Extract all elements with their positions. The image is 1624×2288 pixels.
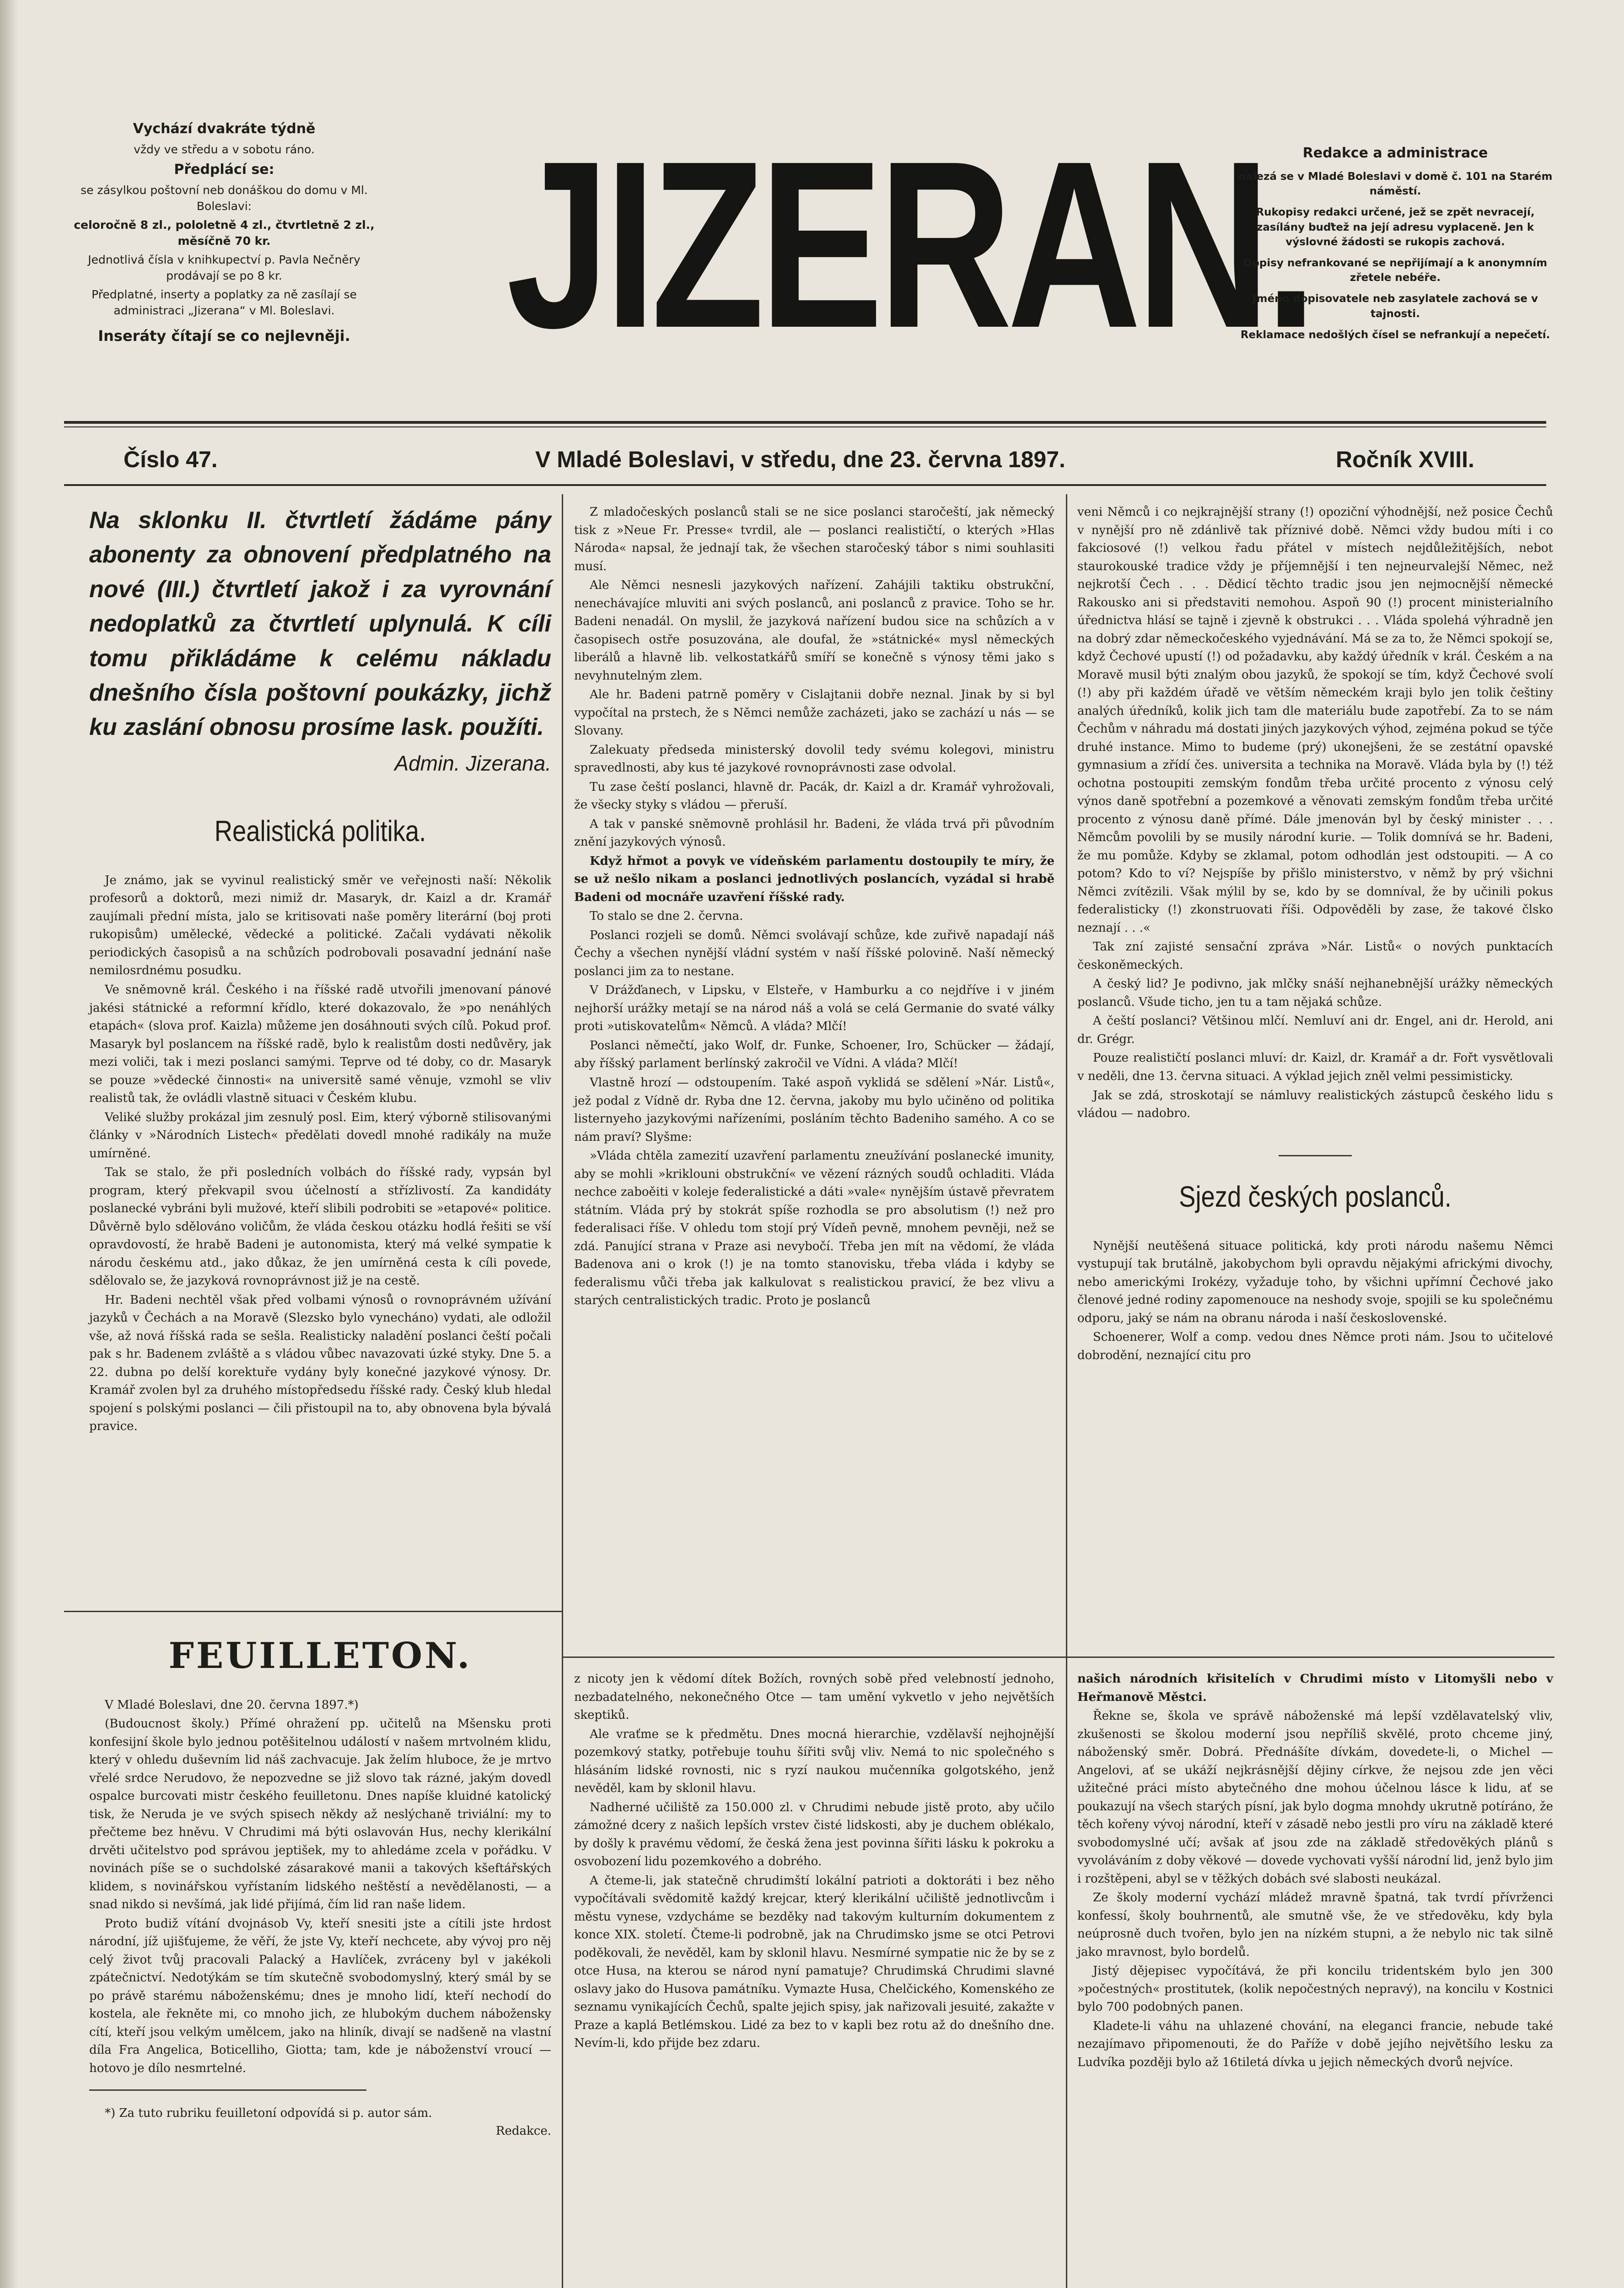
- column-c: [1077, 503, 1553, 1365]
- column-c-paragraph: Jak se zdá, stroskotají se námluvy realistických zástupců českého lidu s vládou — nadobro.: [1077, 1088, 1553, 1121]
- column-c-lower: [1077, 1670, 1553, 2072]
- column-b-paragraph: Z mladočeských poslanců stali se ne sice poslanci staročeští, jak německý tisk z »Neue Fr. Presse« tvrdil, ale — poslanci realističtí, o kterých »Hlas Národa« napsal, že jednají tak, že všechen staročeský tábor s nimi souhlasiti musí.: [574, 505, 1054, 573]
- unsigned-letters-note: Dopisy nefrankované se nepřijímají a k anonymním zřetele nebéře.: [1243, 257, 1548, 284]
- column-b-paragraph: Ale hr. Badeni patrně poměry v Cislajtanii dobře neznal. Jinak by si byl vypočítal na prstech, že s Němci nemůže zacházeti, jako se zachází u nás — se Slovany.: [574, 688, 1054, 738]
- column-a: [89, 503, 551, 1437]
- footnote-rule: [89, 2089, 366, 2091]
- feuilleton-continued-paragraph: A čteme-li, jak statečně chrudimští lokální patrioti a doktoráti i bez něho vypočítávali svědomitě každý krejcar, který klerikální učiliště jednotlivcům i městu vynese, vzdycháme se bezděky nad takovým kulturním dokumentem z konce XIX. století. Čteme-li podrobně, jak na Chrudimsko jsme se otci Petrovi poděkovali, že nevěděl, kam by sklonil hlavu. Nesmírné sympatie nic že by se z otce Husa, na kterou se národ nyní pamatuje? Chrudimská Chrudimi slavné oslavy jako do Husova památníku. Vymazte Husa, Chelčického, Komenského ze seznamu vynikajících Čechů, spalte jejich spisy, jak nařizovali jesuité, zakažte v Praze a kaplá Betlémskou. Lidé za bez to v kapli bez rotu až do dnešního dne. Nevím-li, kdo přijde bez zdaru.: [574, 1873, 1054, 2051]
- feuilleton-continued-paragraph: Jistý dějepisec vypočítává, že při koncilu tridentském bylo jen 300 »počestných« prostitutek, (kolik nepočestných nepravý), na koncilu v Kostnici bylo 700 podobných panen.: [1077, 1964, 1553, 2014]
- feuilleton-continued-paragraph: z nicoty jen k vědomí dítek Božích, rovných sobě před velebností jednoho, nezbadatelného, nekonečného Otce — tam umění vykvetlo v jeho největších skeptiků.: [574, 1672, 1054, 1722]
- author-secrecy-note: Jméno dopisovatele neb zasylatele zachová se v tajnosti.: [1252, 293, 1538, 320]
- feuilleton-paragraph: (Budoucnost školy.) Přímé ohražení pp. učitelů na Mšensku proti konfesijní škole bylo jednou potěšitelnou událostí v našem mrtvolném klidu, který v ohledu duševním lid náš zachvacuje. Jak želím hluboce, že je mrtvo vřelé srdce Nerudovo, že nepozvedne se již slovo tak rázné, jakým dovedl ospalce burcovati mistr českého feuilletonu. Dnes napíše kluidné katolický tisk, že Neruda je ve svých spisech někdy až neslýchaně triviální: my to přečteme bez hněvu. V Chrudimi má býti oslavován Hus, nechy klerikální drvěti učitelstvo pod správou jeptišek, my to ahledáme zcela v pořádku. V novinách píše se o suchdolské zásarakové manii a takových kšeftářských klidem, s novinářskou vyřístaním lidského neštěstí a nevědělanosti, — a snad nikdo si nevšímá, jak lidé přijímá, čím lid ran naše lidem.: [89, 1717, 551, 1912]
- realist-paragraph: Veliké služby prokázal jim zesnulý posl. Eim, který výborně stilisovanými články v »Národních Listech« předělati dovedl mnohé radikály na muže umírněné.: [89, 1110, 551, 1160]
- sjezd-paragraph: Nynější neutěšená situace politická, kdy proti národu našemu Němci vystupují tak brutálně, jakobychom byli opravdu nějakými africkými divochy, nebo americkými Irokézy, vyžaduje toho, by všichni upřímní Čechové jako členové jedné rodiny zapomenouce na neshody svoje, spojili se ku společnému odporu, jaký se nám na obranu národa i naší československé.: [1077, 1239, 1553, 1325]
- notice-signature: Admin. Jizerana.: [394, 751, 551, 775]
- column-b-paragraph: Když hřmot a povyk ve vídeňském parlamentu dostoupily te míry, že se už nešlo nikam a poslanci jednotlivých poslancích, vyzádal si hrabě Badeni od mocnáře uzavření říšské rady.: [574, 854, 1054, 904]
- scan-edge-shadow: [0, 0, 18, 2288]
- masthead-rule-top: [64, 421, 1546, 424]
- subscription-delivery: se zásylkou poštovní neb donáškou do domu v Ml. Boleslavi:: [81, 183, 368, 213]
- column-b: [574, 503, 1054, 1311]
- feuilleton-rule-left: [64, 1611, 562, 1612]
- feuilleton-paragraph: Proto budiž vítání dvojnásob Vy, kteří snesiti jste a cítili jste hrdost národní, jíž ujišťujeme, že věří, že jste Vy, kteří nechcete, aby vývoj pro něj celý život tvůj pracovali Palacký a Havlíček, zvráceny byl v jakékoli zpátečnictví. Nedotýkám se tím skutečně svobodomyslný, který smál by se po právě starému náboženskému; dnes je mnoho lidí, kteří nechodí do kostela, ale řekněte mi, co mnoho jich, ze hlubokým duchem nábožensky cítí, kteří jsou velkým umělcem, jako na hliník, divají se nadšeně na vlastní díla Fra Angelica, Boticelliho, Giotta; tam, kde je náboženství vroucí — hotovo je dílo nesmrtelné.: [89, 1916, 551, 2075]
- realist-article-heading: Realistická politika.: [214, 814, 426, 847]
- feuilleton-dateline: V Mladé Boleslavi, dne 20. června 1897.*): [105, 1698, 359, 1712]
- feuilleton-continued-paragraph: našich národních křisitelích v Chrudimi místo v Litomyšli nebo v Heřmanově Městci.: [1077, 1672, 1553, 1704]
- editorial-address: nalezá se v Mladé Boleslavi v domě č. 101 na Starém náměstí.: [1238, 171, 1553, 198]
- feuilleton-footnote-signature: Redakce.: [495, 2124, 551, 2138]
- column-b-paragraph: Ale Němci nesnesli jazykových nařízení. Zahájili taktiku obstrukční, nenechávajíce mluviti ani svých poslanců, ani poslanců z pravice. Toho se hr. Badeni nenadál. On myslil, že jazyková nařízení budou sice na schůzích a v časopisech ostře posuzována, ale doufal, že »státnické« mysl německých liberálů a hlavně lib. velkostatkářů smíří se konečně s výnosy těmi jako s nevyhnutelným zlem.: [574, 578, 1054, 683]
- issue-frequency: Vychází dvakráte týdně: [133, 121, 316, 137]
- subscription-notice: Na sklonku II. čtvrtletí žádáme pány abonenty za obnovení předplatného na nové (III.) čtvrtletí jakož i za vyrovnání nedoplatků za čtvrtletí uplynulá. K cíli tomu přikládáme k celému nákladu dnešního čísla poštovní poukázky, jichž ku zaslání obnosu prosíme lask. použíti.: [89, 507, 551, 741]
- sjezd-paragraph: Schoenerer, Wolf a comp. vedou dnes Němce proti nám. Jsou to učitelové dobrodění, neznající citu pro: [1077, 1330, 1553, 1362]
- complaints-note: Reklamace nedošlých čísel se nefrankují a nepečetí.: [1240, 329, 1550, 341]
- masthead-right-info: [1235, 137, 1555, 349]
- column-b-lower: [574, 1670, 1054, 2054]
- feuilleton-section: [89, 1629, 551, 2141]
- column-c-paragraph: veni Němců i co nejkrajnější strany (!) opoziční výhodnější, než posice Čechů v nynější pro ně zdánlivě tak příznivé době. Němci vždy budou míti i co fakciosové (!) velkou řadu přátel v místech nejdůležitějších, nebot staurokouské tradice vždy je příjemnější i ten nejneurvalejší Němec, než nejkrotší Čech . . . Dědicí těchto tradic jsou jen nejmocnější německé Rakousko ani si představiti nemohou. Aspoň 90 (!) procent ministerialního úřednictva hlásí se tajně i zjevně k obstrukci . . . Vláda spolehá výhradně jen na dobrý zdar německočeského vyjednávání. Má se za to, že Němci spokojí se, když Čechové upustí (!) od požadavku, aby každý úředník v král. Českém a na Moravě musil býti znalým obou jazyků, že spokojí se tím, když Čechové svolí (!) aby při každém úřadě ve větším německém kraji bylo jen tolik češtiny analých úředníků, kolik jich tam dle materiálu bude zapotřebí. Za to se nám Čechům v náhradu má dostati jiných jazykových výhod, zejména pokud se týče druhé instance. Mimo to budeme (prý) ukonejšeni, že se zestátní opavské gymnasium a zřídí čes. universita a technika na Moravě. Vláda byla by (!) též ochotna postoupiti zemským fondům třeba určité procento z výnosu celý výnos daně spotřební a pozemkové a věnovati zemským fondům třeba určité procento z výnosu daně přímé. Dále jmenován byl by český minister . . . Němcům povolili by se musily národní kurie. — Tolik domnívá se hr. Badeni, že mu pomůže. Kdyby se zklamal, potom odhodlán jest odstoupiti. — A co potom? Kdo to ví? Nejspíše by přišlo ministerstvo, v němž by prý všichni Němci zvítězili. Však mýlil by se, kdo by se domníval, že by učinili pokus federalisticky (!) zkonstruovati říši. Odpověděli by zase, že takové člsko neznají . . .«: [1077, 505, 1553, 935]
- feuilleton-continued-paragraph: Kladete-li váhu na uhlazené chování, na eleganci francie, nebude také nezajímavo připomenouti, že do Paříže v době jejího největšího lesku za Ludvíka později bylo až 16tiletá dívka u jejich německých dvorů nejvíce.: [1077, 2019, 1553, 2069]
- column-b-paragraph: Tu zase čeští poslanci, hlavně dr. Pacák, dr. Kaizl a dr. Kramář vyhrožovali, že všecky styky s vládou — přeruší.: [574, 780, 1054, 812]
- column-b-paragraph: Poslanci němečtí, jako Wolf, dr. Funke, Schoener, Iro, Schücker — žádají, aby říšský parlament berlínský zakročil ve Vídni. A vláda? Mlčí!: [574, 1038, 1054, 1071]
- section-divider: [1279, 1155, 1352, 1156]
- ads-note: Inseráty čítají se co nejlevněji.: [98, 327, 350, 345]
- column-b-paragraph: To stalo se dne 2. června.: [590, 909, 743, 923]
- column-c-paragraph: A český lid? Je podivno, jak mlčky snáší nejhanebnější urážky německých poslanců. Všude ticho, jen tu a tam nějaká schůze.: [1077, 977, 1553, 1009]
- masthead-title: JIZERAN.: [506, 112, 1312, 378]
- issue-volume: Ročník XVIII.: [1336, 447, 1474, 472]
- column-c-paragraph: Tak zní zajisté sensační zpráva »Nár. Listů« o nových punktacích českoněmeckých.: [1077, 940, 1553, 972]
- issue-place-date: V Mladé Boleslavi, v středu, dne 23. června 1897.: [535, 447, 1065, 472]
- column-b-paragraph: Zalekuaty předseda ministerský dovolil tedy svému kolegovi, ministru spravedlnosti, aby kus té jazykové rovnoprávnosti zase odvolal.: [574, 743, 1054, 775]
- feuilleton-continued-paragraph: Ale vraťme se k předmětu. Dnes mocná hierarchie, vzdělavší nejhojnější pozemkový statky, potřebuje touhu šířiti svůj vliv. Nemá to nic společného s hlásáním lidské rovnosti, nic s ryzí naukou mučenníka golgotského, jenž nevěděl, kam by sklonil hlavu.: [574, 1727, 1054, 1796]
- column-c-paragraph: A čeští poslanci? Většinou mlčí. Nemluví ani dr. Engel, ani dr. Herold, ani dr. Grégr.: [1077, 1014, 1553, 1046]
- realist-paragraph: Hr. Badeni nechtěl však před volbami výnosů o rovnoprávném užívání jazyků v Čechách a na Moravě (Slezsko bylo vynecháno) vydati, ale odložil vše, až nová říšská rada se sešla. Realisticky naladění poslanci čeští počali pak s hr. Badenem zvláště a s vládou vůbec navazovati úzké styky. Dne 5. a 22. dubna po delší korektuře vydány byly konečné jazykové výnosy. Dr. Kramář zvolen byl za druhého místopředsedu říšské rady. Český klub hledal spojení s polskými poslanci — čili přistoupil na to, aby obnovena byla bývalá pravice.: [89, 1293, 551, 1434]
- masthead-rule-thin: [64, 426, 1546, 427]
- column-b-paragraph: »Vláda chtěla zamezití uzavření parlamentu zneužívání poslanecké imunity, aby se mohli »kriklouni obstrukční« ve vězení rázných soudů ochladiti. Vláda nechce zaboěiti v koleje federalistické a dáti »vale« nynějším ústavě převratem státním. Vláda prý by stokrát spíše rozhodla se pro absolutism (!) než pro federalisaci říše. V ohledu tom stojí prý Vídeň pevně, mnohem pevněji, než se zdá. Panující strana v Praze asi nevybočí. Třeba jen mít na vědomí, že vláda Badenova ani o krok (!) je na tomto stanovisku, třeba vláda i kdyby se federalismu vůči třeba jak kalkulovat s realistickou pravicí, že bez vlivu a starých centralistických tradic. Proto je poslanců: [574, 1149, 1054, 1308]
- column-rule-1: [562, 494, 563, 2288]
- feuilleton-heading: FEUILLETON.: [168, 1635, 472, 1677]
- dateline-rule: [64, 484, 1546, 486]
- feuilleton-footnote: *) Za tuto rubriku feuilletoní odpovídá si p. autor sám.: [105, 2106, 432, 2121]
- realist-paragraph: Tak se stalo, že při posledních volbách do říšské rady, vypsán byl program, který překvapil svou účelností a střízlivostí. Za kandidáty poslanecké vybráni byli mužové, kteří slibili podrobiti se »etapové« politice. Důvěrně bylo sdělováno voličům, že vláda českou otázku hodlá řešiti se vší opravdovostí, že hrabě Badeni je autonomista, který má velké sympatie k národu českému atd., jako důkaz, že jen umírněná cesta k cíli povede, sdělovalo se, že jazyková rovnoprávnost již je na cestě.: [89, 1166, 551, 1288]
- issue-number: Číslo 47.: [124, 447, 218, 472]
- column-b-paragraph: A tak v panské sněmovně prohlásil hr. Badeni, že vláda trvá při původním znění jazykových výnosů.: [574, 817, 1054, 849]
- column-c-paragraph: Pouze realističtí poslanci mluví: dr. Kaizl, dr. Kramář a dr. Fořt vysvětlovali v neděli, dne 13. června situaci. A výklad jejich zněl velmi pessimisticky.: [1077, 1051, 1553, 1083]
- column-b-paragraph: Poslanci rozjeli se domů. Němci svolávají schůze, kde zuřivě napadají náš Čechy a všechen nynější vládní systém v naší říšské polovině. Naší německý poslanci jim za to nestane.: [574, 928, 1054, 978]
- column-rule-2: [1066, 494, 1067, 2288]
- issue-schedule: vždy ve středu a v sobotu ráno.: [134, 143, 315, 156]
- feuilleton-rule-right: [562, 1657, 1554, 1658]
- feuilleton-continued-paragraph: Ze školy moderní vychází mládež mravně špatná, tak tvrdí přívrženci konfessí, školy bouhrnentů, ale smutně vše, že ve středověku, kdy byla neúprosně duch tvořen, bylo jen na nízkém stupni, a že nebylo nic tak silně jako mravnost, bylo bordelů.: [1077, 1891, 1553, 1959]
- manuscripts-note: Rukopisy redakci určené, jež se zpět nevracejí, zasílány buďtež na její adresu vyplaceně. Jen k výslovné žádosti se rukopis zachová.: [1256, 206, 1535, 248]
- sjezd-article-heading: Sjezd českých poslanců.: [1179, 1180, 1452, 1213]
- realist-paragraph: Ve sněmovně král. Českého i na říšské radě utvořili jmenovaní pánové jakési státnické a reformní křídlo, které dokazovalo, že »po nenáhlých etapách« (slova prof. Kaizla) můžeme jen dosáhnouti svých cílů. Pokud prof. Masaryk byl poslancem na říšské radě, bylo k realistům dosti nedůvěry, jak mezi voliči, tak i mezi poslanci samými. Teprve od té doby, co dr. Masaryk se pouze »vědecké činnosti« na universitě samé věnuje, vzmohl se vliv realistů tak, že ovládli vlastně situaci v Českém klubu.: [89, 983, 551, 1106]
- masthead-left-info: [64, 117, 384, 349]
- realist-paragraph: Je známo, jak se vyvinul realistický směr ve veřejnosti naší: Několik profesorů a doktorů, mezi nimiž dr. Masaryk, dr. Kaizl a dr. Kramář zaujímali přední místa, jalo se kritisovati naše poměry literární (boj proti rukopisům) umělecké, vědecké a politické. Začali vydávati několik periodických časopisů a na schůzích podrobovali posavadní jednání naše nemilosrdnému posudku.: [89, 873, 551, 978]
- single-issue-note: Jednotlivá čísla v knihkupectví p. Pavla Nečněry prodávají se po 8 kr.: [88, 253, 360, 282]
- column-b-paragraph: Vlastně hrozí — odstoupením. Také aspoň vyklidá se sdělení »Nár. Listů«, jež podal z Vídně dr. Ryba dne 12. června, jakoby mu bylo učiněno od politika listernyeho jazykovými nařízeními, posláním těchto Badeniho samého. A co se nám praví? Slyšme:: [574, 1075, 1054, 1144]
- column-b-paragraph: V Drážďanech, v Lipsku, v Elsteře, v Hamburku a co nejdříve i v jiném nejhorší urážky metají se na národ náš a volá se celá Germanie do svaté války proti »utiskovatelům« Němců. A vláda? Mlčí!: [574, 983, 1054, 1034]
- feuilleton-continued-paragraph: Řekne se, škola ve správě náboženské má lepší vzdělavatelský vliv, zkušenosti se školou moderní jsou nepříliš skvělé, proto chceme jiný, náboženský směr. Dobrá. Přednášíte dívkám, dovedete-li, o Michel — Angelovi, ať se ukáží nejkrásnější dějiny církve, že nejsou zde jen věci užitečné práci místo abytečného dne mohou účelnou lásce k lidu, ať se poukazují na všech starých písní, jak bylo dogma mnohdy ukrutně potíráno, že těch kořeny vývoj národní, kteří v zásadě nebo jestli pro víru na základě které svobodomyslné učí; avšak ať jsou zde na základě středověkých plánů s vyvoláváním z doby věkové — dovede vychovati vyšší národní lid, jenž bylo jim i rozštěpeni, abyl se v těžkých dobách své slabosti neukázal.: [1077, 1709, 1553, 1886]
- editorial-office-title: Redakce a administrace: [1302, 145, 1488, 161]
- feuilleton-continued-paragraph: Nadherné učiliště za 150.000 zl. v Chrudimi nebude jistě proto, aby učilo zámožné dcery z našich lepších vrstev čisté lidskosti, aby je duchem oblékalo, by došly k pravému vědomí, že česká žena jest povinna šířiti lásku k pokroku a osvobození lidu pozemkového a dobrého.: [574, 1800, 1054, 1869]
- subscription-title: Předplácí se:: [174, 162, 274, 178]
- subscription-prices: celoročně 8 zl., pololetně 4 zl., čtvrtletně 2 zl., měsíčně 70 kr.: [74, 218, 375, 248]
- payments-note: Předplatné, inserty a poplatky za ně zasílají se administraci „Jizerana“ v Ml. Boleslavi.: [91, 288, 357, 317]
